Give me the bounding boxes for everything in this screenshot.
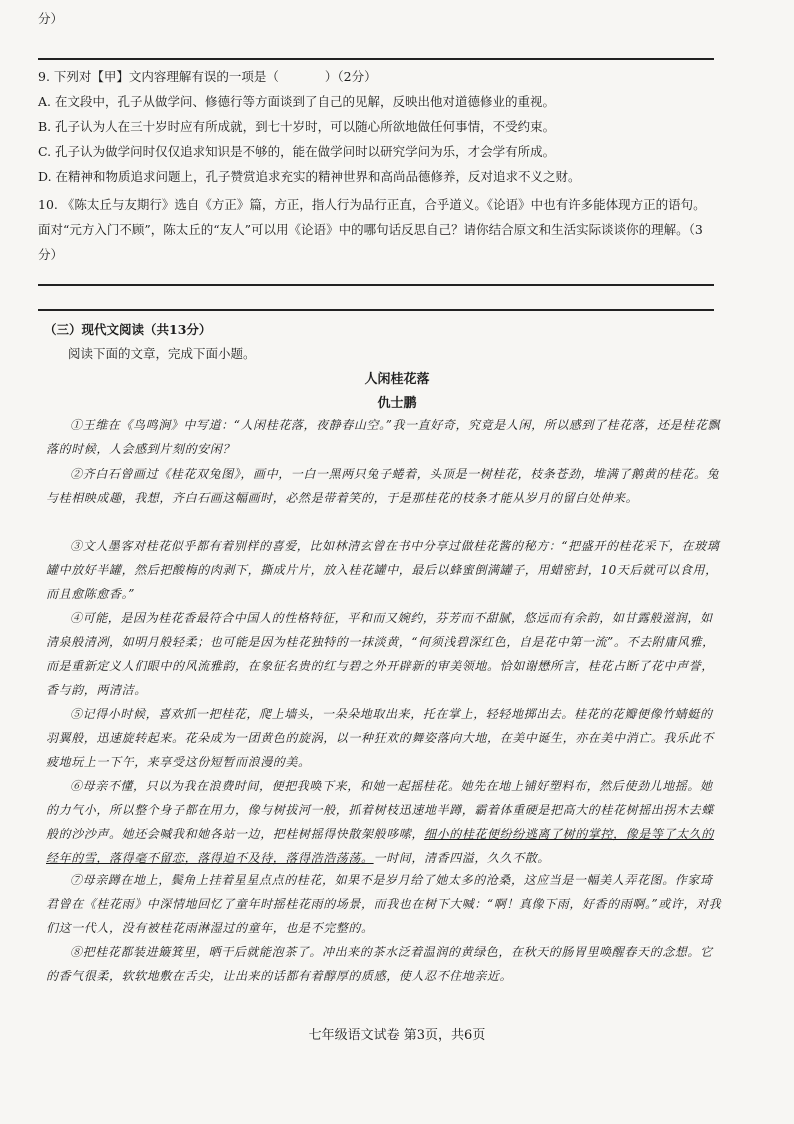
question-9-stem (38, 64, 718, 89)
paragraph-6-tail: 一时间，清香四溢，久久不散。 (373, 851, 551, 865)
question-10: 10. 《陈太丘与友期行》选自《方正》篇，方正，指人行为品行正直，合乎道义。《论语》中也有许多能体现方正的语句。面对“元方入门不顾”，陈太丘的“友人”可以用《论语》中的哪句话反思自己？请你结合原文和生活实际谈谈你的理解。（3分） (38, 197, 706, 262)
page-footer: 七年级语文试卷 第3页，共6页 (308, 1028, 486, 1043)
question-9-stem-post: ）（2分） (324, 69, 377, 84)
question-9-option-d: D. 在精神和物质追求问题上，孔子赞赏追求充实的精神世界和高尚品德修养，反对追求不义之财。 (38, 169, 581, 184)
paragraph-4: ④可能，是因为桂花香最符合中国人的性格特征，平和而又婉约，芬芳而不甜腻，悠远而有余韵，如甘露般滋润，如清泉般清冽，如明月般轻柔；也可能是因为桂花独特的一抹淡黄，“何须浅碧深红色，自是花中第一流”。不去附庸风雅，而是重新定义人们眼中的风流雅韵，在象征名贵的红与碧之外开辟新的审美领地。恰如谢懋所言，桂花占断了花中声誉，香与韵，两清洁。 (46, 611, 715, 697)
article-title: 人闲桂花落 (364, 372, 430, 387)
question-9-stem-pre: 9. 下列对【甲】文内容理解有误的一项是（ (38, 69, 279, 84)
answer-line (38, 58, 714, 60)
question-9-option-c: C. 孔子认为做学问时仅仅追求知识是不够的，能在做学问时以研究学问为乐，才会学有所成。 (38, 144, 556, 159)
paragraph-8: ⑧把桂花都装进簸箕里，晒干后就能泡茶了。冲出来的茶水泛着温润的黄绿色，在秋天的肠胃里唤醒春天的念想。它的香气很柔，软软地敷在舌尖，让出来的话都有着醇厚的质感，使人忍不住地亲近。 (46, 945, 713, 983)
prev-question-fragment: 分） (38, 11, 64, 26)
underlined-sentence: 细小的桂花便纷纷逃离了树的掌控，像是等了太久的经年的雪，落得毫不留恋，落得迫不及待，落得浩浩荡荡。 (46, 827, 714, 865)
question-9-option-a: A. 在文段中，孔子从做学问、修德行等方面谈到了自己的见解，反映出他对道德修业的重视。 (38, 94, 555, 109)
question-9-option-b: B. 孔子认为人在三十岁时应有所成就，到七十岁时，可以随心所欲地做任何事情，不受约束。 (38, 119, 556, 134)
section-instruction: 阅读下面的文章，完成下面小题。 (68, 346, 256, 361)
paragraph-1: ①王维在《鸟鸣涧》中写道：“人闲桂花落，夜静春山空。”我一直好奇，究竟是人闲，所以感到了桂花落，还是桂花飘落的时候，人会感到片刻的安闲？ (46, 418, 721, 456)
paragraph-3: ③文人墨客对桂花似乎都有着别样的喜爱，比如林清玄曾在书中分享过做桂花酱的秘方：“把盛开的桂花采下，在玻璃罐中放好半罐，然后把酸梅的肉剥下，撕成片片，放入桂花罐中，最后以蜂蜜倒满罐子，用蜡密封，10天后就可以食用，而且愈陈愈香。” (46, 539, 720, 601)
paragraph-5: ⑤记得小时候，喜欢抓一把桂花，爬上墙头，一朵朵地取出来，托在掌上，轻轻地掷出去。桂花的花瓣便像竹蜻蜓的羽翼般，迅速旋转起来。花朵成为一团黄色的旋涡，以一种狂欢的舞姿落向大地，在美中诞生，亦在美中消亡。我乐此不疲地玩上一下午，来享受这份短暂而浪漫的美。 (46, 707, 714, 769)
paragraph-6 (46, 774, 722, 870)
section-heading: （三）现代文阅读（共13分） (44, 322, 212, 337)
answer-line (38, 284, 714, 286)
answer-line (38, 309, 714, 311)
paragraph-6-text: ⑥母亲不懂，只以为我在浪费时间，便把我唤下来，和她一起摇桂花。她先在地上铺好塑料布，然后使劲儿地摇。她的力气小，所以整个身子都在用力，像与树拔河一般，抓着树枝迅速地半蹲，霸着体重硬是把高大的桂花树摇出拐木去蝶般的沙沙声。她还会喊我和她各站一边，把桂树摇得快散架般哆嗦， (46, 779, 714, 841)
paragraph-2: ②齐白石曾画过《桂花双兔图》，画中，一白一黑两只兔子蜷着，头顶是一树桂花，枝条苍劲，堆满了鹅黄的桂花。兔与桂相映成趣，我想，齐白石画这幅画时，必然是带着笑的，于是那桂花的枝条才能从岁月的留白处伸来。 (46, 467, 720, 505)
article-author: 仇士鹏 (377, 396, 417, 411)
paragraph-7: ⑦母亲蹲在地上，鬓角上挂着星星点点的桂花，如果不是岁月给了她太多的沧桑，这应当是一幅美人弄花图。作家琦君曾在《桂花雨》中深情地回忆了童年时摇桂花雨的场景，而我也在树下大喊：“啊！真像下雨，好香的雨啊。”或许，对我们这一代人，没有被桂花雨淋湿过的童年，也是不完整的。 (46, 873, 722, 935)
